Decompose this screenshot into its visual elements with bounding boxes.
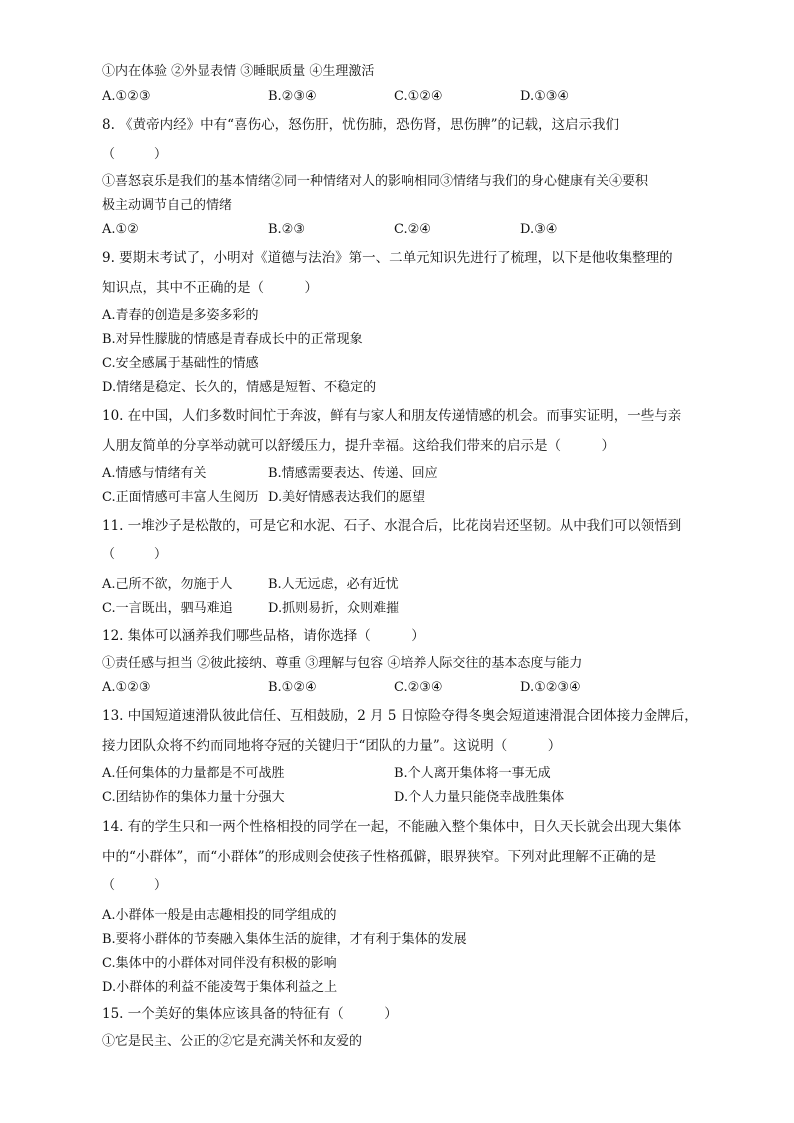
- q15-items: ①它是民主、公正的②它是充满关怀和友爱的: [102, 1034, 363, 1049]
- q13-option-d: D.个人力量只能侥幸战胜集体: [394, 790, 565, 805]
- q13-stem-line2: 接力团队众将不约而同地将夺冠的关键归于“团队的力量”。这说明（ ）: [102, 738, 562, 754]
- q10-stem-line2: 人朋友简单的分享举动就可以舒缓压力，提升幸福。这给我们带来的启示是（ ）: [102, 438, 615, 454]
- q8-option-d: D.③④: [520, 222, 558, 237]
- q14-stem-line2: 中的“小群体”，而“小群体”的形成则会使孩子性格孤僻，眼界狭窄。下列对此理解不正确的是: [102, 849, 657, 865]
- q8-items-line2: 极主动调节自己的情绪: [102, 198, 233, 213]
- q9-option-c: C.安全感属于基础性的情感: [102, 356, 259, 371]
- q14-option-d: D.小群体的利益不能凌驾于集体利益之上: [102, 980, 338, 995]
- q11-option-c: C.一言既出，驷马难追: [102, 601, 233, 616]
- q12-option-b: B.①②④: [268, 680, 317, 695]
- q7-option-d: D.①③④: [520, 89, 570, 104]
- q12-option-a: A.①②③: [102, 680, 151, 695]
- q7-option-c: C.①②④: [394, 89, 443, 104]
- q11-option-d: D.抓则易折，众则难摧: [268, 601, 400, 616]
- q13-stem-line1: 13. 中国短道速滑队彼此信任、互相鼓励，2 月 5 日惊险夺得冬奥会短道速滑混合团体接力金牌后，: [102, 708, 698, 724]
- q9-stem-line1: 9. 要期末考试了，小明对《道德与法治》第一、二单元知识先进行了梳理，以下是他收集整理的: [102, 250, 673, 266]
- q10-option-d: D.美好情感表达我们的愿望: [268, 490, 426, 505]
- q8-option-c: C.②④: [394, 222, 431, 237]
- q7-option-b: B.②③④: [268, 89, 317, 104]
- q13-option-a: A.任何集体的力量都是不可战胜: [102, 766, 285, 781]
- q7-option-a: A.①②③: [102, 89, 151, 104]
- q14-stem-line1: 14. 有的学生只和一两个性格相投的同学在一起，不能融入整个集体中，日久天长就会出现大集体: [102, 819, 682, 835]
- q12-stem: 12. 集体可以涵养我们哪些品格，请你选择（ ）: [102, 628, 425, 644]
- q11-stem-line1: 11. 一堆沙子是松散的，可是它和水泥、石子、水混合后，比花岗岩还坚韧。从中我们可以领悟到: [102, 518, 682, 534]
- q11-option-a: A.己所不欲，勿施于人: [102, 577, 233, 592]
- q8-option-b: B.②③: [268, 222, 305, 237]
- q10-option-c: C.正面情感可丰富人生阅历: [102, 490, 259, 505]
- q7-items: ①内在体验 ②外显表情 ③睡眠质量 ④生理激活: [102, 64, 375, 79]
- q10-option-a: A.情感与情绪有关: [102, 466, 207, 481]
- q9-option-b: B.对异性朦胧的情感是青春成长中的正常现象: [102, 332, 363, 347]
- q9-option-d: D.情绪是稳定、长久的，情感是短暂、不稳定的: [102, 380, 377, 395]
- q10-option-b: B.情感需要表达、传递、回应: [268, 466, 438, 481]
- q8-items-line1: ①喜怒哀乐是我们的基本情绪②同一种情绪对人的影响相同③情绪与我们的身心健康有关④要积: [102, 174, 649, 189]
- q14-option-a: A.小群体一般是由志趣相投的同学组成的: [102, 908, 337, 923]
- q11-stem-line2: （ ）: [102, 547, 168, 562]
- q14-stem-line3: （ ）: [102, 878, 168, 893]
- q9-option-a: A.青春的创造是多姿多彩的: [102, 308, 259, 323]
- q13-option-c: C.团结协作的集体力量十分强大: [102, 790, 285, 805]
- q8-stem-line1: 8. 《黄帝内经》中有“喜伤心，怒伤肝，忧伤肺，恐伤肾，思伤脾”的记载，这启示我们: [102, 117, 619, 133]
- q14-option-b: B.要将小群体的节奏融入集体生活的旋律，才有利于集体的发展: [102, 932, 467, 947]
- q14-option-c: C.集体中的小群体对同伴没有积极的影响: [102, 956, 337, 971]
- q9-stem-line2: 知识点，其中不正确的是（ ）: [102, 280, 318, 296]
- q12-option-d: D.①②③④: [520, 680, 581, 695]
- q12-items: ①责任感与担当 ②彼此接纳、尊重 ③理解与包容 ④培养人际交往的基本态度与能力: [102, 656, 583, 671]
- q12-option-c: C.②③④: [394, 680, 443, 695]
- q13-option-b: B.个人离开集体将一事无成: [394, 766, 551, 781]
- q8-stem-line2: （ ）: [102, 147, 168, 162]
- q10-stem-line1: 10. 在中国，人们多数时间忙于奔波，鲜有与家人和朋友传递情感的机会。而事实证明，一些与亲: [102, 408, 682, 424]
- q15-stem: 15. 一个美好的集体应该具备的特征有（ ）: [102, 1006, 398, 1022]
- q11-option-b: B.人无远虑，必有近忧: [268, 577, 399, 592]
- q8-option-a: A.①②: [102, 222, 139, 237]
